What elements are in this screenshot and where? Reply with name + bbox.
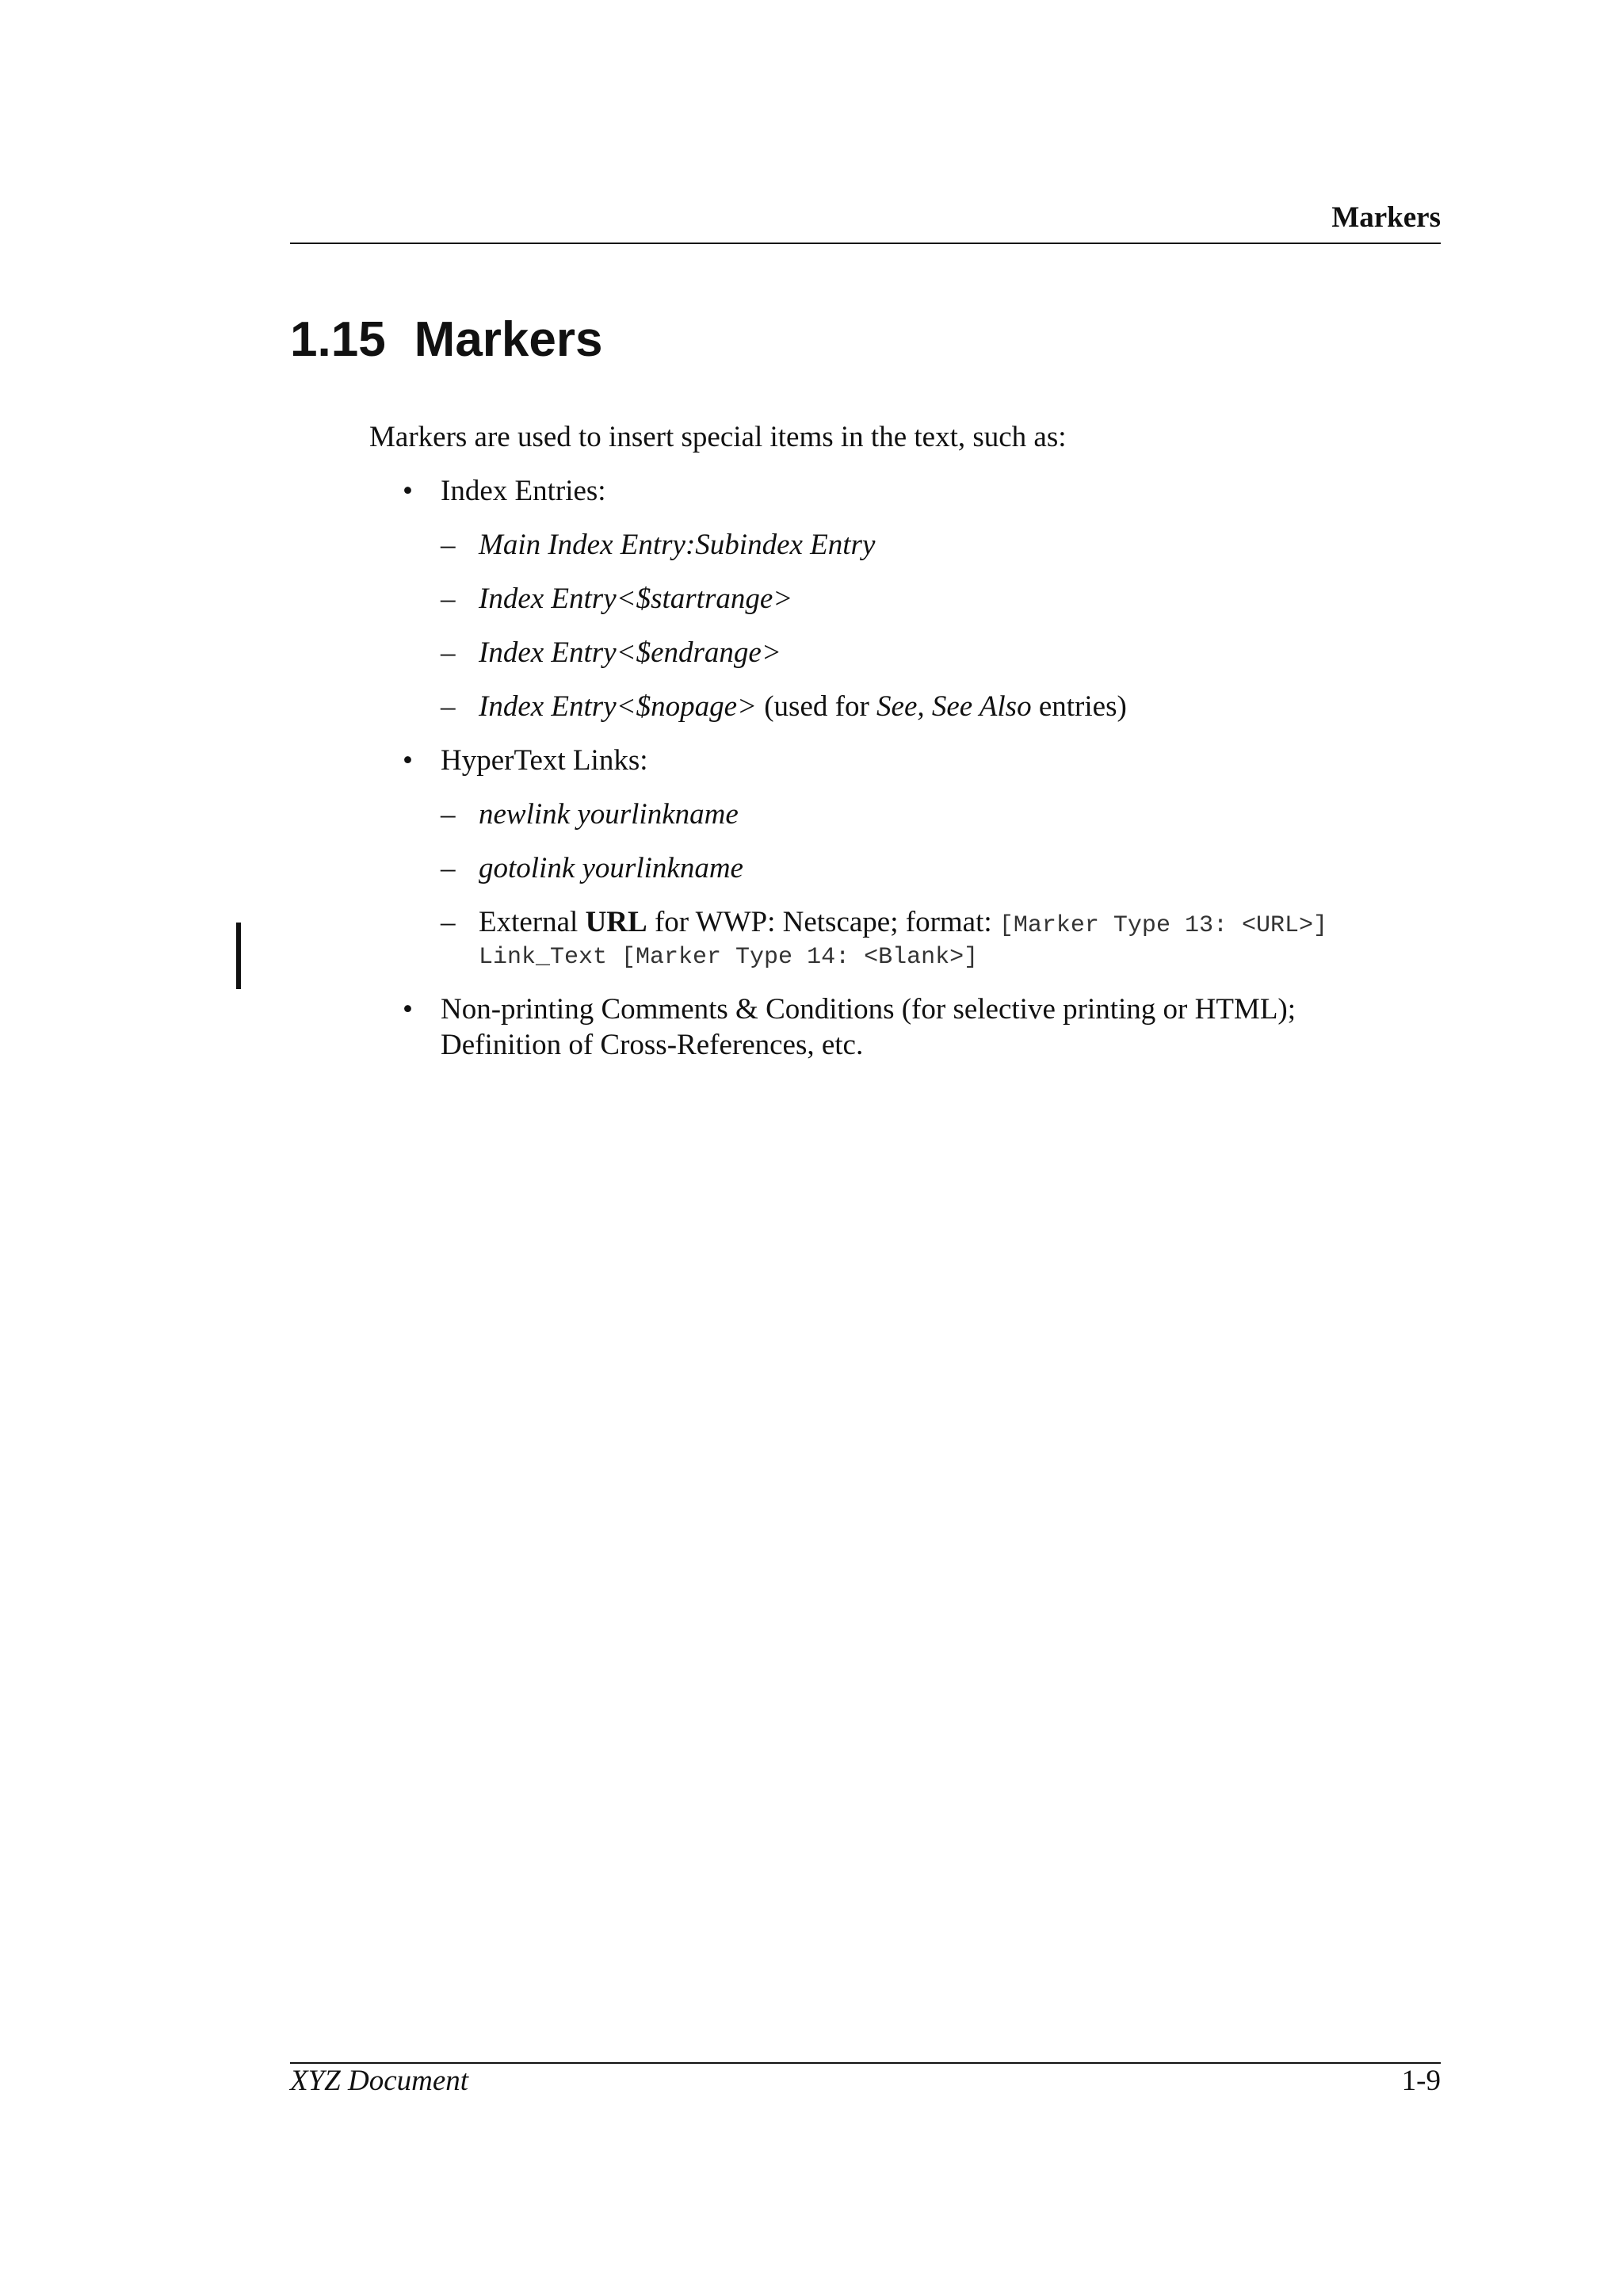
- see-also-text: See, See Also: [876, 690, 1032, 723]
- dash-marker: –: [441, 636, 456, 669]
- change-bar: [236, 923, 241, 989]
- footer-document-title: XYZ Document: [290, 2065, 469, 2097]
- section-title: Markers: [414, 312, 603, 367]
- dash-marker: –: [441, 529, 456, 561]
- list-item-startrange: Index Entry<$startrange>: [479, 583, 793, 615]
- nopage-entry-text: Index Entry<$nopage>: [479, 690, 757, 723]
- list-item-newlink: newlink yourlinkname: [479, 798, 739, 831]
- external-url-prefix: External: [479, 906, 586, 938]
- dash-marker: –: [441, 906, 456, 938]
- header-rule: [290, 243, 1441, 244]
- bullet-index-entries: Index Entries:: [441, 475, 606, 507]
- dash-marker: –: [441, 583, 456, 615]
- nopage-note-suffix: entries): [1031, 690, 1127, 723]
- section-number: 1.15: [290, 312, 386, 367]
- intro-paragraph: Markers are used to insert special items in the text, such as:: [369, 421, 1067, 453]
- url-bold-text: URL: [585, 906, 647, 938]
- list-item-nopage: [479, 690, 1127, 724]
- list-item-main-index-entry: Main Index Entry:Subindex Entry: [479, 529, 876, 561]
- running-header-title: Markers: [1331, 201, 1441, 234]
- code-marker-type-13: [Marker Type 13: <URL>]: [999, 912, 1327, 939]
- bullet-hypertext-links: HyperText Links:: [441, 744, 648, 777]
- external-url-suffix: for WWP: Netscape; format:: [647, 906, 999, 938]
- bullet-non-printing-comments: Non-printing Comments & Conditions (for selective printing or HTML);: [441, 993, 1296, 1026]
- bullet-marker: •: [403, 744, 413, 777]
- bullet-non-printing-comments-cont: Definition of Cross-References, etc.: [441, 1029, 864, 1061]
- bullet-marker: •: [403, 993, 413, 1026]
- bullet-marker: •: [403, 475, 413, 507]
- list-item-endrange: Index Entry<$endrange>: [479, 636, 781, 669]
- list-item-external-url: [479, 905, 1327, 940]
- footer-page-number: 1-9: [1401, 2065, 1441, 2097]
- code-link-text-marker-type-14: Link_Text [Marker Type 14: <Blank>]: [479, 944, 979, 971]
- dash-marker: –: [441, 690, 456, 723]
- list-item-gotolink: gotolink yourlinkname: [479, 852, 743, 884]
- section-heading: [290, 312, 603, 367]
- dash-marker: –: [441, 798, 456, 831]
- nopage-note-prefix: (used for: [756, 690, 877, 723]
- dash-marker: –: [441, 852, 456, 884]
